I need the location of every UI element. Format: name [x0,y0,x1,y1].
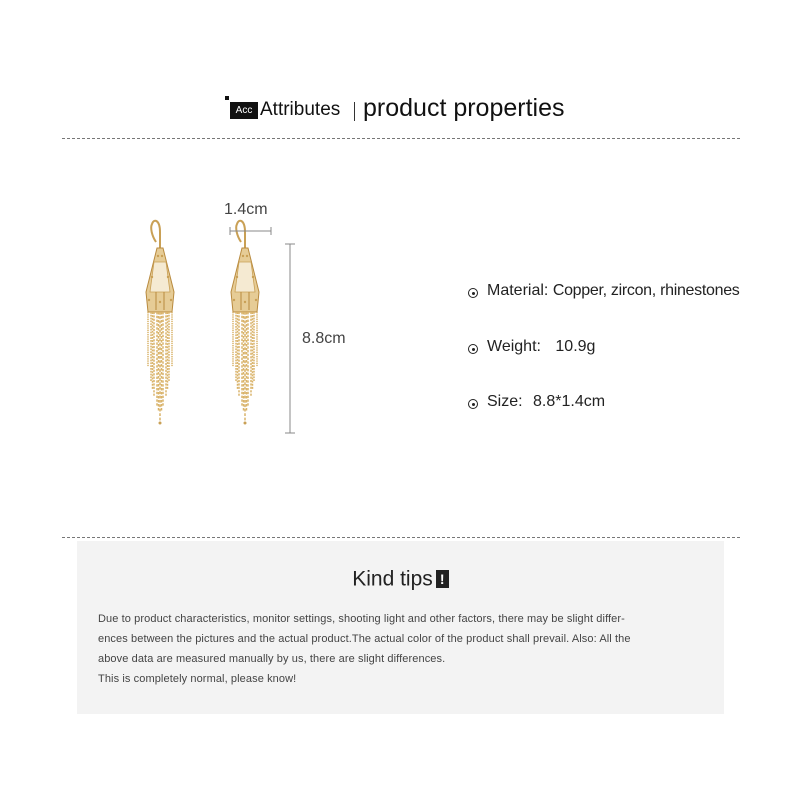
property-label: Material: [487,282,549,299]
kind-tips-title [77,567,724,591]
dashed-divider-bottom [62,537,740,538]
exclamation-icon: ! [436,570,449,588]
bullet-icon [468,344,478,354]
attributes-label: Attributes [260,99,341,120]
width-label: 1.4cm [224,201,268,218]
bullet-icon [468,288,478,298]
tips-line: This is completely normal, please know! [98,673,297,685]
property-value: Copper, zircon, rhinestones [552,282,740,299]
dashed-divider-top [62,138,740,139]
property-label: Size: [487,393,523,410]
section-header [0,92,800,132]
tips-line: above data are measured manually by us, there are slight differences. [98,653,446,665]
header-divider [354,102,355,121]
tips-line: Due to product characteristics, monitor settings, shooting light and other factors, there may be slight differ- [98,613,625,625]
page-title: product properties [363,94,565,122]
bullet-icon [468,399,478,409]
header-dot [225,96,229,100]
property-value: 8.8*1.4cm [533,393,606,410]
acc-badge: Acc [230,102,258,119]
kind-tips-label: Kind tips [352,567,433,591]
height-dimension [285,244,295,433]
height-label: 8.8cm [302,330,346,347]
tips-line: ences between the pictures and the actual product.The actual color of the product shall prevail. Also: All the [98,633,631,645]
kind-tips-panel [77,541,724,714]
property-label: Weight: [487,338,541,355]
property-value: 10.9g [555,338,596,355]
